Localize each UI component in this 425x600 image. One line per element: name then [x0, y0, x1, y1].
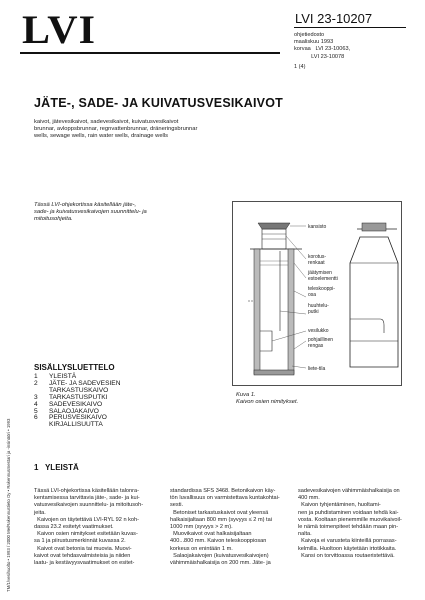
text-line: Kaivojen on täytettävä LVI-RYL 92 n koh-: [34, 516, 139, 523]
text-line: korkeus on enintään 1 m.: [170, 545, 233, 552]
toc-title: SISÄLLYSLUETTELO: [34, 363, 115, 372]
caption-line: Kuva 1.: [236, 392, 256, 398]
label-estoelementti: estoelementti: [308, 276, 338, 282]
toc-num: 1: [34, 373, 38, 380]
label-huuhtelu: huuhtelu-: [308, 303, 329, 309]
text-line: Kaivoja ei varusteta kiinteillä porrasas-: [298, 538, 397, 545]
intro-text: [34, 202, 184, 224]
meta-line: LVI 23-10078: [294, 53, 345, 60]
label-renkaat: renkaat: [308, 260, 325, 266]
intro-line: sade- ja kuivatusvesikaivojen suunnittelu- ja: [34, 209, 147, 216]
text-line: standardissa SFS 3468. Betonikaivon käy-: [170, 488, 276, 494]
label-korotus: korotus-: [308, 254, 327, 260]
text-line: nalta.: [298, 531, 312, 538]
label-lietetila: liete-tila: [308, 366, 326, 372]
toc-label: SALAOJAKAIVO: [49, 407, 99, 415]
toc-label: JÄTE- JA SADEVESIEN: [49, 379, 121, 387]
toc-label: SADEVESIKAIVO: [49, 400, 103, 408]
side-imprint: [4, 380, 12, 594]
text-line: kaivot ovat tehdasvalmisteisia ja niiden: [34, 552, 131, 559]
table-of-contents: [34, 374, 120, 429]
meta-line: korvaa LVI 23-10063,: [294, 46, 351, 53]
toc-label: TARKASTUSPUTKI: [49, 393, 108, 401]
text-line: Kaivon tyhjentäminen, huoltami-: [298, 502, 381, 509]
label-jaatymisen: jäätymisen: [308, 270, 332, 276]
toc-num: 5: [34, 407, 38, 415]
text-line: halkaisijaltaan 800 mm (syvyys ≤ 2 m) tai: [170, 516, 272, 523]
text-line: vähimmäishalkaisija on 200 mm. Jäte- ja: [170, 560, 271, 567]
text-line: Kaivot ovat betonia tai muovia. Muovi-: [34, 545, 132, 552]
text-column-1: [34, 488, 159, 567]
meta-line: maaliskuu 1993: [294, 39, 334, 46]
text-line: laatu- ja kestävyysvaatimukset on esitet-: [34, 560, 135, 567]
toc-label: KIRJALLISUUTTA: [49, 421, 103, 429]
text-line: Tässä LVI-ohjekortissa käsitellään talonra-: [34, 488, 139, 494]
toc-label: YLEISTÄ: [49, 373, 77, 380]
text-line: dassa 23.2 esitetyt vaatimukset.: [34, 524, 114, 531]
text-line: vatusvesikaivojen suunnittelu- ja mitoitusoh-: [34, 502, 144, 509]
toc-num: [34, 422, 49, 429]
toc-label: PERUSVESIKAIVO: [49, 414, 107, 422]
meta-line: ohjetiedosto: [294, 32, 325, 38]
header-rule: [20, 52, 280, 54]
keyword-line: brunnar, avloppsbrunnar, regnvattenbrunnar, dräneringsbrunnar: [34, 126, 198, 133]
label-osa: osa: [308, 292, 317, 298]
text-column-2: [170, 488, 285, 567]
code-rule: [294, 27, 406, 28]
figure-caption: [236, 392, 298, 406]
text-line: tön luvallisuus on varmistettava kuntakohtai-: [170, 495, 280, 502]
text-line: Kansi on torvittoassa routaeristettävä.: [298, 552, 395, 559]
document-meta: [294, 32, 350, 71]
keywords: [34, 119, 244, 141]
well-diagram: [232, 201, 402, 386]
label-pohjaillinen: pohjaillinen: [308, 337, 334, 343]
text-line: kelmilla. Huoltoon käytetään irtotikkaita.: [298, 545, 397, 552]
toc-label: TARKASTUSKAIVO: [49, 386, 109, 394]
text-column-3: [298, 488, 408, 560]
text-line: Muovikaivot ovat halkaisijaltaan: [170, 531, 252, 538]
keyword-line: kaivot, jätevesikaivot, sadevesikaivot, kuivatusvesikaivot: [34, 119, 179, 125]
side-imprint-text: TM/1/vesihuolto • 1993 / 2000 Me/Rakennustieto Oy • Rakennusmestari ja -insinööri • 1993: [6, 418, 11, 592]
lvi-logo: LVI: [22, 7, 96, 52]
text-line: 400...800 mm. Kaivon teleskooppiosan: [170, 538, 267, 545]
text-line: kentamisessa tarvittavia jäte-, sade- ja kui-: [34, 495, 140, 502]
text-line: sadevesikaivojen vähimmäishalkaisija on: [298, 488, 400, 494]
label-rengas: rengas: [308, 343, 324, 349]
section-title: 1 YLEISTÄ: [34, 463, 79, 472]
toc-num: 6: [34, 414, 38, 422]
label-kansisto: kansisto: [308, 224, 327, 230]
toc-num: 4: [34, 400, 38, 408]
text-line: sa 1 ja piirustusmerkinnät kuvassa 2.: [34, 538, 126, 545]
toc-item: [34, 422, 120, 429]
meta-line: 1 (4): [294, 63, 306, 70]
caption-line: Kaivon osien nimitykset.: [236, 399, 299, 405]
right-well-view: [350, 223, 398, 367]
label-vesilukko: vesilukko: [308, 328, 329, 334]
toc-num: 2: [34, 379, 38, 387]
keyword-line: wells, sewage wells, rain water wells, drainage wells: [34, 133, 169, 140]
text-line: vosta. Kooltaan pienemmille muovikaivoil-: [298, 516, 402, 523]
label-putki: putki: [308, 309, 319, 315]
text-line: 400 mm.: [298, 495, 320, 502]
text-line: Salaojakaivojen (kuivatusvesikaivojen): [170, 552, 269, 559]
figure-labels: [307, 224, 338, 372]
text-line: sesti.: [170, 502, 184, 509]
text-line: nen ja puhdistaminen voidaan tehdä kai-: [298, 509, 399, 516]
text-line: le nämä toimenpiteet tehdään maan pin-: [298, 524, 399, 531]
label-teleskooppi: teleskooppi-: [308, 286, 335, 292]
text-line: Betoniset tarkastuskaivot ovat yleensä: [170, 509, 269, 516]
toc-num: 3: [34, 393, 38, 401]
text-line: jeita.: [34, 509, 46, 516]
text-line: 1000 mm (syvyys > 2 m).: [170, 524, 233, 531]
document-code: LVI 23-10207: [295, 11, 373, 26]
intro-line: Tässä LVI-ohjekortissa käsitellään jäte-,: [34, 202, 137, 208]
intro-line: mitoitusohjeita.: [34, 216, 73, 223]
document-title: JÄTE-, SADE- JA KUIVATUSVESIKAIVOT: [34, 96, 283, 110]
left-well-section: [248, 223, 294, 375]
text-line: Kaivon osien nimitykset esitetään kuvas-: [34, 531, 138, 538]
